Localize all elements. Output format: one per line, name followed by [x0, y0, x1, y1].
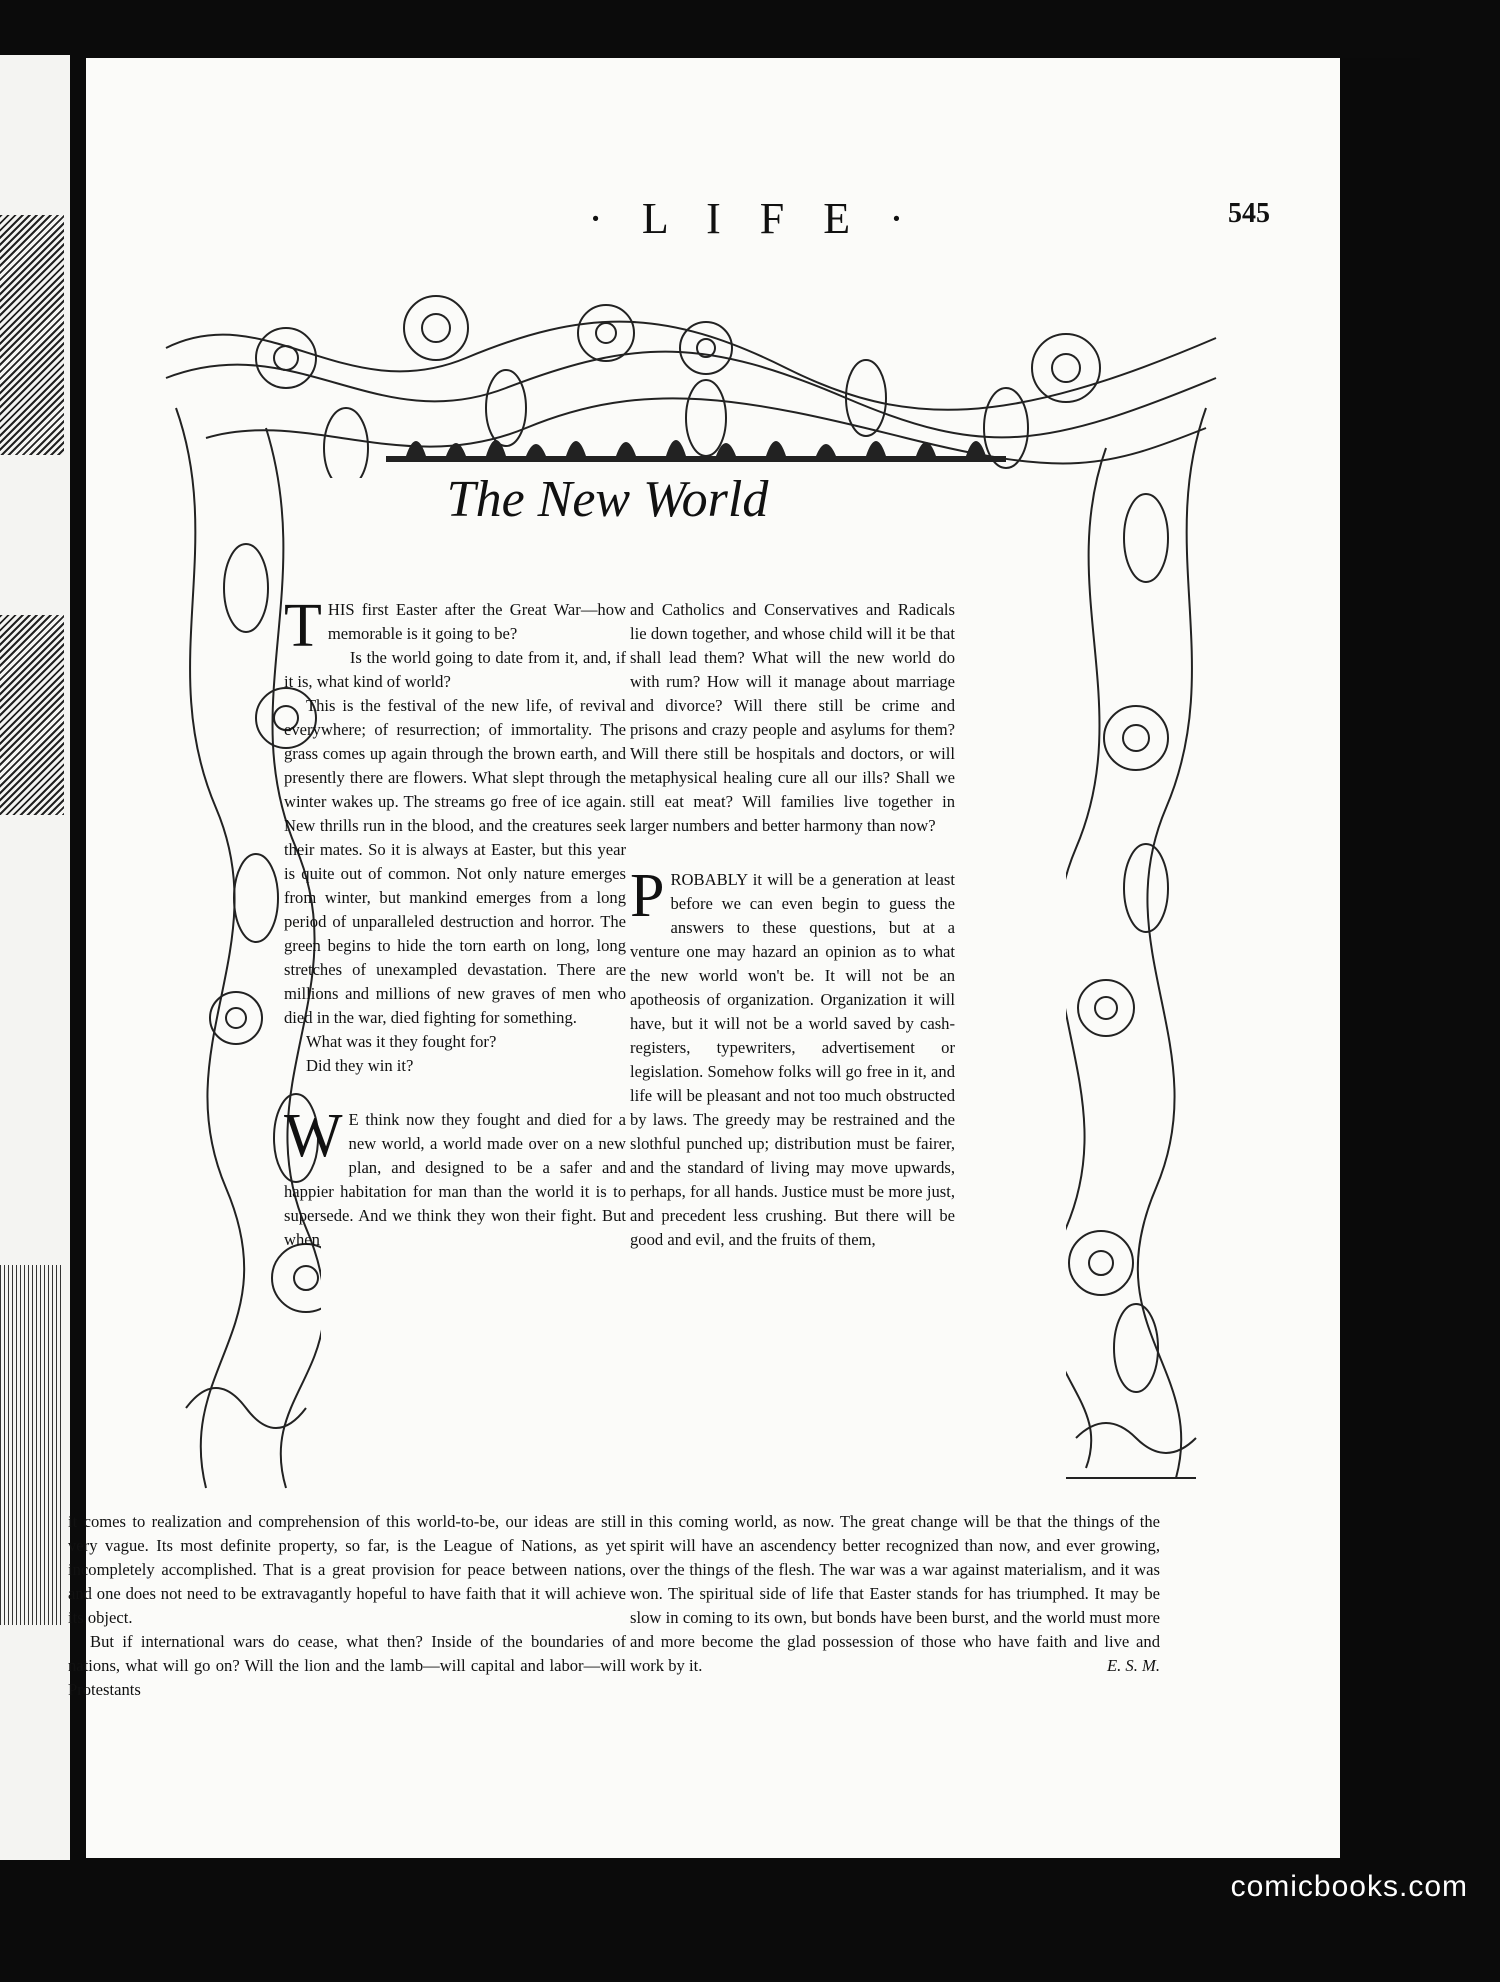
author-signature: E. S. M.: [1107, 1656, 1160, 1675]
paragraph-text: in this coming world, as now. The great change will be that the things of the spirit will have an ascendency better recognized than now, and ever growing, over the things of the flesh. The war was a war against materialism, and it was won. The spiritual side of life that Easter stands for has triumphed. It may be slow in coming to its own, but bonds have been burst, and the world must more and more become the glad possession of those who have faith and live and work by it.: [630, 1512, 1160, 1675]
paragraph: [630, 1510, 1160, 1678]
drop-cap: T: [284, 592, 322, 660]
drop-cap: P: [630, 862, 665, 930]
binding-edge: [1340, 58, 1420, 1982]
site-watermark: comicbooks.com: [1230, 1870, 1468, 1903]
facing-page-illustration: [0, 215, 64, 455]
paragraph: But if international wars do cease, what then? Inside of the boundaries of nations, what will go on? Will the lion and the lamb—will capital and labor—will Protestants: [68, 1632, 626, 1699]
paragraph: What was it they fought for?: [306, 1032, 497, 1051]
article-title: The New World: [446, 471, 769, 528]
article-column-right: [630, 598, 955, 1252]
drop-cap: W: [284, 1102, 343, 1170]
paragraph: [630, 862, 955, 1252]
paragraph-text: ROBABLY it will be a generation at least before we can even begin to guess the answers to these questions, but at a venture one may hazard an opinion as to what the new world won't be. It will not be an apotheosis of organization. Organization it will have, but it will not be a world saved by cash-registers, typewriters, advertisement or legislation. Somehow folks will go free in it, and life will be pleasant and not too much obstructed by laws. The greedy may be restrained and the slothful punched up; distribution must be fairer, and the standard of living may move upwards, perhaps, for all hands. Justice must be more just, and precedent less crushing. But there will be good and evil, and the fruits of them,: [630, 870, 955, 1249]
article-column-left: [284, 592, 626, 1252]
paragraph: Did they win it?: [306, 1056, 414, 1075]
paragraph: [284, 1102, 626, 1252]
paragraph: This is the festival of the new life, of revival everywhere; of resurrection; of immortality. The grass comes up again through the brown earth, and presently there are flowers. What slept through the winter wakes up. The streams go free of ice again. New thrills run in the blood, and the creatures seek their mates. So it is always at Easter, but this year is quite out of common. Not only nature emerges from winter, but mankind emerges from a long period of unparalleled destruction and horror. The green begins to hide the torn earth on long, long stretches of unexampled devastation. There are millions and millions of new graves of men who died in the war, died fighting for something.: [284, 696, 626, 1027]
facing-page-illustration: [0, 1265, 64, 1625]
article-column-left-continued: [68, 1510, 626, 1702]
paragraph: [284, 592, 626, 660]
article-column-right-continued: [630, 1510, 1160, 1678]
paragraph-text: HIS first Easter after the Great War—how memorable is it going to be?: [327, 600, 626, 643]
facing-page-illustration: [0, 615, 64, 815]
paragraph-text: E think now they fought and died for a new world, a world made over on a new plan, and designed to be a safer and happier habitation for man than the world it is to supersede. And we think they won their fight. But when: [284, 1110, 626, 1249]
paragraph: and Catholics and Conservatives and Radicals lie down together, and whose child will it be that shall lead them? What will the new world do with rum? How will it manage about marriage and divorce? Will there still be crime and prisons and crazy people and asylums for them? Will there still be hospitals and doctors, or will metaphysical healing cure all our ills? Shall we still eat meat? Will families live together in larger numbers and better harmony than now?: [630, 600, 955, 835]
paragraph: it comes to realization and comprehension of this world-to-be, our ideas are still very vague. Its most definite property, so far, is the League of Nations, as yet incompletely accomplished. That is a great provision for peace between nations, and one does not need to be extravagantly hopeful to have faith that it will achieve its object.: [68, 1512, 626, 1627]
paragraph: Is the world going to date from it, and, if it is, what kind of world?: [284, 648, 626, 691]
page-number: 545: [1228, 198, 1270, 229]
facing-page-edge: [0, 55, 70, 1860]
masthead: · L I F E ·: [588, 194, 918, 243]
